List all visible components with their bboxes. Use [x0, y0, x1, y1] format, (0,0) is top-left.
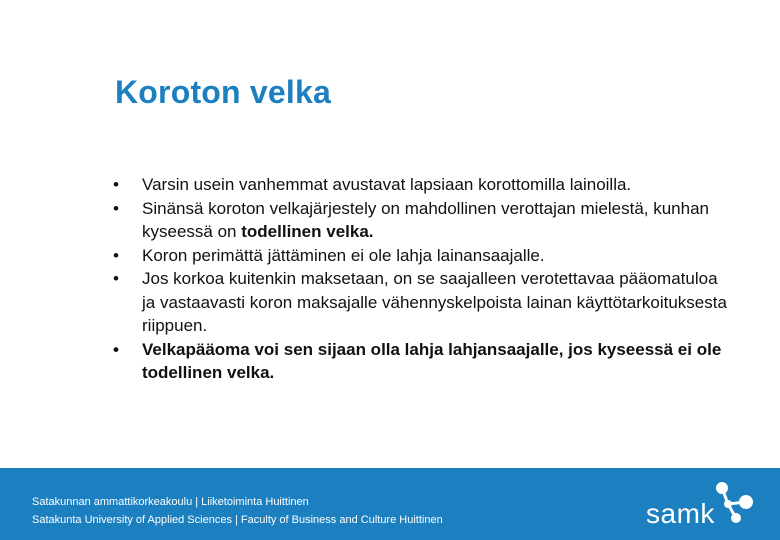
bullet-marker: •: [113, 269, 119, 288]
bullet-text-bold: todellinen velka.: [241, 222, 374, 241]
list-item: [113, 244, 733, 268]
bullet-marker: •: [113, 339, 119, 359]
footer-line-en: Satakunta University of Applied Sciences | Faculty of Business and Culture Huittinen: [32, 514, 443, 526]
bullet-text: Jos korkoa kuitenkin maksetaan, on se saajalleen verotettavaa pääomatuloa ja vastaavasti koron maksajalle vähennyskelpoista lainan käyttötarkoituksesta riippuen.: [142, 269, 727, 335]
list-item: [113, 338, 733, 385]
bullet-text: Koron perimättä jättäminen ei ole lahja lainansaajalle.: [142, 245, 545, 265]
slide-title: Koroton velka: [115, 74, 331, 110]
bullet-text: Velkapääoma voi sen sijaan olla lahja lahjansaajalle, jos kyseessä ei ole todellinen velka.: [142, 339, 722, 382]
footer-bar: [0, 468, 780, 540]
list-item: [113, 173, 733, 197]
samk-dots-logo-icon: [700, 480, 760, 526]
list-item: [113, 197, 733, 244]
bullet-marker: •: [113, 198, 119, 218]
samk-logo-text: samk: [646, 498, 715, 529]
bullet-marker: •: [113, 245, 119, 265]
bullet-list: [113, 173, 733, 385]
footer-line-fi: Satakunnan ammattikorkeakoulu | Liiketoiminta Huittinen: [32, 496, 309, 508]
bullet-text: Varsin usein vanhemmat avustavat lapsiaan korottomilla lainoilla.: [142, 175, 632, 194]
list-item: [113, 267, 733, 338]
bullet-text: Sinänsä koroton velkajärjestely on mahdollinen verottajan mielestä, kunhan kyseessä on: [142, 198, 710, 241]
bullet-marker: •: [113, 175, 119, 194]
